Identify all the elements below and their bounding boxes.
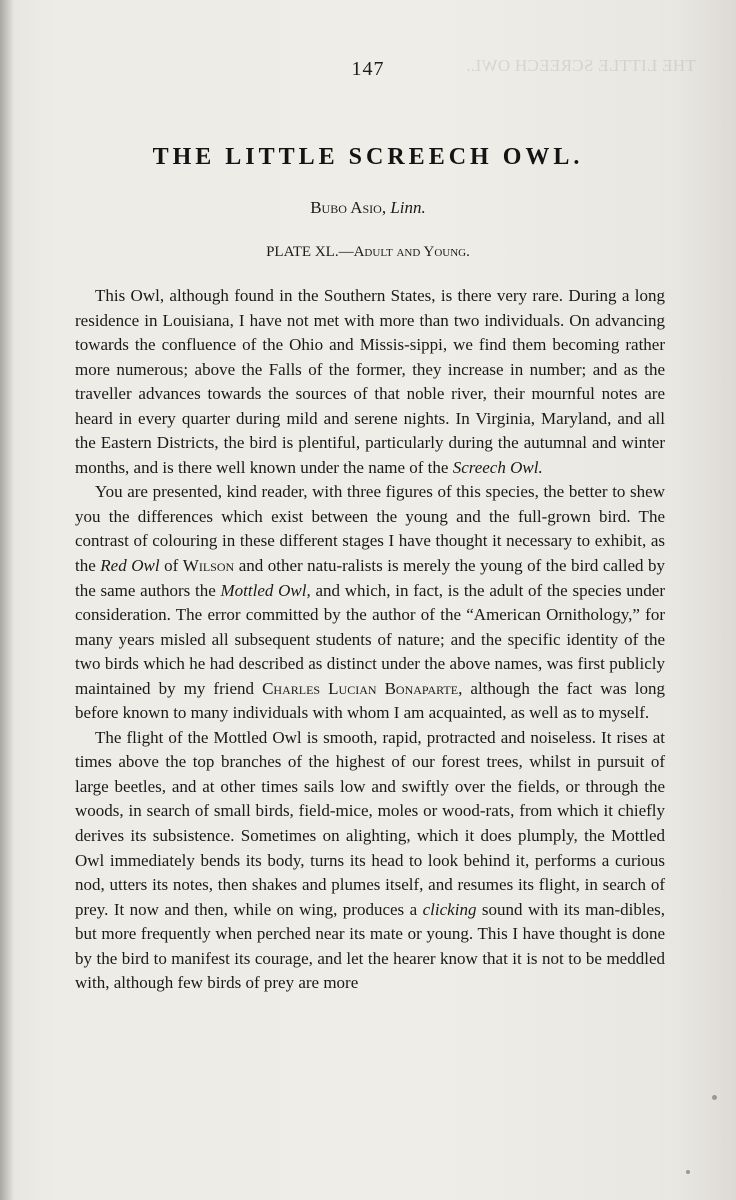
italic-clicking: clicking — [422, 899, 477, 919]
paper-spot — [686, 1170, 690, 1174]
italic-red-owl: Red Owl — [100, 556, 160, 576]
species-binomial: Bubo Asio, — [310, 198, 387, 217]
bleed-through-text: THE LITTLE SCREECH OWL. — [466, 56, 696, 75]
species-authority: Linn. — [390, 198, 426, 217]
paragraph-2: You are presented, kind reader, with three figures of this species, the better to shew you the differences which exist between the young and the full-grown bird. The contrast of colouring in these different stages I have thought it necessary to exhibit, as the Red Owl of Wilson and other natu-ralists is merely the young of the bird called by the same authors the Mottled Owl, and which, in fact, is the adult of the species under consideration. The error committed by the author of the “American Ornithology,” for many years misled all subsequent students of nature; and the specific identity of the two birds which he had described as distinct under the above names, was first publicly maintained by my friend Charles Lucian Bonaparte, although the fact was long before known to many individuals with whom I am acquainted, as well as to myself. — [75, 482, 666, 723]
plate-caption — [0, 244, 736, 261]
paragraph-1: This Owl, although found in the Southern States, is there very rare. During a long residence in Louisiana, I have not met with more than two individuals. On advancing towards the confluence of the Ohio and Missis-sippi, we find them becoming rather more numerous; above the Falls of the former, they increase in number; and as the traveller advances towards the sources of that noble river, their mournful notes are heard in every quarter during mild and serene nights. In Virginia, Maryland, and all the Eastern Districts, the bird is plentiful, particularly during the autumnal and winter months, and is there well known under the name of the Screech Owl. — [75, 286, 665, 477]
page-title: THE LITTLE SCREECH OWL. — [152, 144, 584, 170]
name-wilson: Wilson — [182, 556, 235, 576]
name-bonaparte: Charles Lucian Bonaparte, — [262, 678, 463, 698]
italic-mottled-owl: Mottled Owl, — [220, 580, 311, 600]
paragraph-3: The flight of the Mottled Owl is smooth, rapid, protracted and noiseless. It rises at times above the top branches of the highest of our forest trees, whilst in pursuit of large beetles, and at other times sails low and swiftly over the fields, or through the woods, in search of small birds, field-mice, moles or wood-rats, from which it chiefly derives its subsistence. Sometimes on alighting, which it does plumply, the Mottled Owl immediately bends its body, turns its head to look behind it, performs a curious nod, utters its notes, then shakes and plumes itself, and resumes its flight, in search of prey. It now and then, while on wing, produces a clicking sound with its man-dibles, but more frequently when perched near its mate or young. This I have thought is done by the bird to manifest its courage, and let the hearer know that it is not to be meddled with, although few birds of prey are more — [75, 727, 665, 993]
page-number: 147 — [351, 58, 385, 80]
binding-shadow — [0, 0, 14, 1200]
paper-spot — [712, 1095, 717, 1100]
species-name — [0, 198, 736, 218]
plate-number: PLATE XL.— — [266, 244, 354, 260]
italic-screech-owl: Screech Owl. — [452, 457, 543, 477]
body-text — [75, 284, 665, 996]
plate-description: Adult and Young. — [353, 244, 470, 260]
